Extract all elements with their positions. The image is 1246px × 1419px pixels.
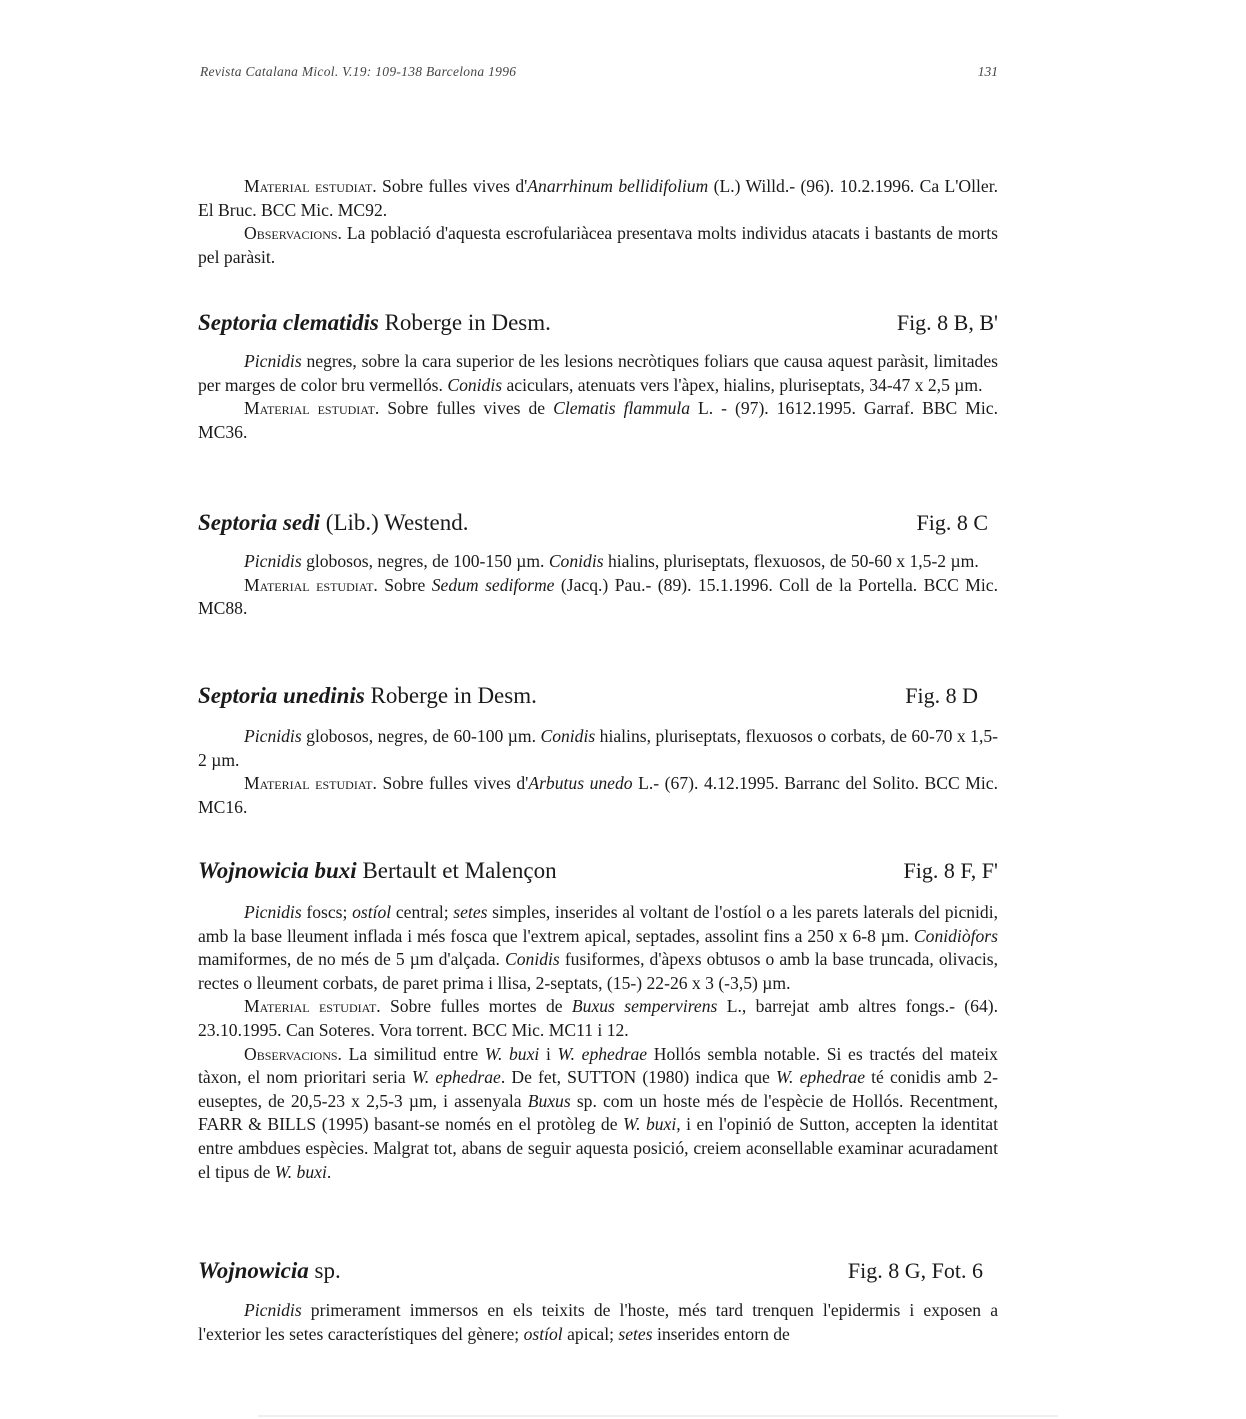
description-paragraph: Picnidis foscs; ostíol central; setes simples, inserides al voltant de l'ostíol o a les parets laterals del picnidi, amb la base lleument inflada i més fosca que l'extrem apical, septades, assolint fins a 250 x 6-8 µm. Conidiòfors mamiformes, de no més de 5 µm d'alçada. Conidis fusiformes, d'àpexs obtusos o amb la base truncada, olivacis, rectes o lleument corbats, de paret prima i llisa, 2-septats, (15-) 22-26 x 3 (-3,5) µm. bbox=[198, 902, 999, 993]
species-description bbox=[198, 1299, 998, 1346]
species-heading bbox=[198, 1258, 998, 1288]
description-paragraph: Picnidis globosos, negres, de 100-150 µm. Conidis hialins, pluriseptats, flexuosos, de 50-60 x 1,5-2 µm. bbox=[244, 551, 979, 571]
host-name: Anarrhinum bellidifolium bbox=[527, 176, 709, 196]
material-label: Material estudiat. bbox=[244, 176, 377, 196]
material-paragraph: Material estudiat. Sobre fulles mortes de Buxus sempervirens L., barrejat amb altres fongs.- (64). 23.10.1995. Can Soteres. Vora torrent. BCC Mic. MC11 i 12. bbox=[198, 996, 999, 1040]
species-author: Bertault et Malençon bbox=[356, 858, 557, 883]
species-description bbox=[198, 350, 998, 444]
species-name: Wojnowicia buxi bbox=[198, 858, 357, 883]
species-name: Septoria sedi bbox=[198, 510, 321, 535]
page-number: 131 bbox=[977, 64, 998, 79]
description-paragraph: Picnidis negres, sobre la cara superior de les lesions necròtiques foliars que causa aquest paràsit, limitades per marges de color bru vermellós. Conidis aciculars, atenuats vers l'àpex, hialins, pluriseptats, 34-47 x 2,5 µm. bbox=[198, 351, 998, 395]
species-heading bbox=[198, 683, 998, 713]
species-author: Roberge in Desm. bbox=[364, 683, 537, 708]
figure-reference: Fig. 8 C bbox=[916, 510, 988, 535]
figure-reference: Fig. 8 B, B' bbox=[896, 310, 998, 335]
species-heading bbox=[198, 310, 998, 340]
material-paragraph: Material estudiat. Sobre fulles vives de Clematis flammula L. - (97). 1612.1995. Garraf. BBC Mic. MC36. bbox=[198, 398, 998, 442]
intro-block bbox=[198, 175, 998, 269]
species-author: (Lib.) Westend. bbox=[320, 510, 469, 535]
description-paragraph: Picnidis globosos, negres, de 60-100 µm. Conidis hialins, pluriseptats, flexuosos o corbats, de 60-70 x 1,5-2 µm. bbox=[198, 726, 998, 770]
species-author: Roberge in Desm. bbox=[378, 310, 551, 335]
species-description bbox=[198, 550, 998, 621]
scan-edge bbox=[258, 1415, 1058, 1417]
species-description bbox=[198, 901, 998, 1184]
figure-reference: Fig. 8 D bbox=[905, 683, 978, 708]
material-paragraph: Material estudiat. Sobre fulles vives d'Arbutus unedo L.- (67). 4.12.1995. Barranc del Solito. BCC Mic. MC16. bbox=[198, 773, 998, 817]
material-paragraph: Material estudiat. Sobre Sedum sediforme (Jacq.) Pau.- (89). 15.1.1996. Coll de la Portella. BCC Mic. MC88. bbox=[198, 574, 999, 619]
figure-reference: Fig. 8 G, Fot. 6 bbox=[847, 1258, 983, 1283]
running-header: Revista Catalana Micol. V.19: 109-138 Barcelona 1996 bbox=[200, 64, 517, 79]
species-heading bbox=[198, 858, 998, 888]
species-heading bbox=[198, 510, 998, 540]
observations-paragraph: Observacions. La població d'aquesta escrofulariàcea presentava molts individus atacats i bastants de morts pel paràsit. bbox=[198, 223, 998, 267]
observations-paragraph: Observacions. La similitud entre W. buxi i W. ephedrae Hollós sembla notable. Si es tractés del mateix tàxon, el nom prioritari seria W. ephedrae. De fet, SUTTON (1980) indica que W. ephedrae té conidis amb 2-euseptes, de 20,5-23 x 2,5-3 µm, i assenyala Buxus sp. com un hoste més de l'espècie de Hollós. Recentment, FARR & BILLS (1995) basant-se només en el protòleg de W. buxi, i en l'opinió de Sutton, accepten la identitat entre ambdues espècies. Malgrat tot, abans de seguir aquesta posició, creiem aconsellable examinar acuradament el tipus de W. buxi. bbox=[198, 1043, 998, 1182]
material-paragraph: Material estudiat. Sobre fulles vives d'Anarrhinum bellidifolium (L.) Willd.- (96). 10.2.1996. Ca L'Oller. El Bruc. BCC Mic. MC92. bbox=[198, 176, 998, 220]
species-description bbox=[198, 725, 998, 819]
observations-label: Observacions. bbox=[244, 223, 342, 244]
species-author: sp. bbox=[308, 1258, 341, 1283]
figure-reference: Fig. 8 F, F' bbox=[903, 858, 998, 883]
species-name: Wojnowicia bbox=[198, 1258, 309, 1283]
species-name: Septoria clematidis bbox=[198, 310, 379, 335]
species-name: Septoria unedinis bbox=[198, 683, 365, 708]
description-paragraph: Picnidis primerament immersos en els teixits de l'hoste, més tard trenquen l'epidermis i exposen a l'exterior les setes característiques del gènere; ostíol apical; setes inserides entorn de bbox=[198, 1300, 998, 1344]
